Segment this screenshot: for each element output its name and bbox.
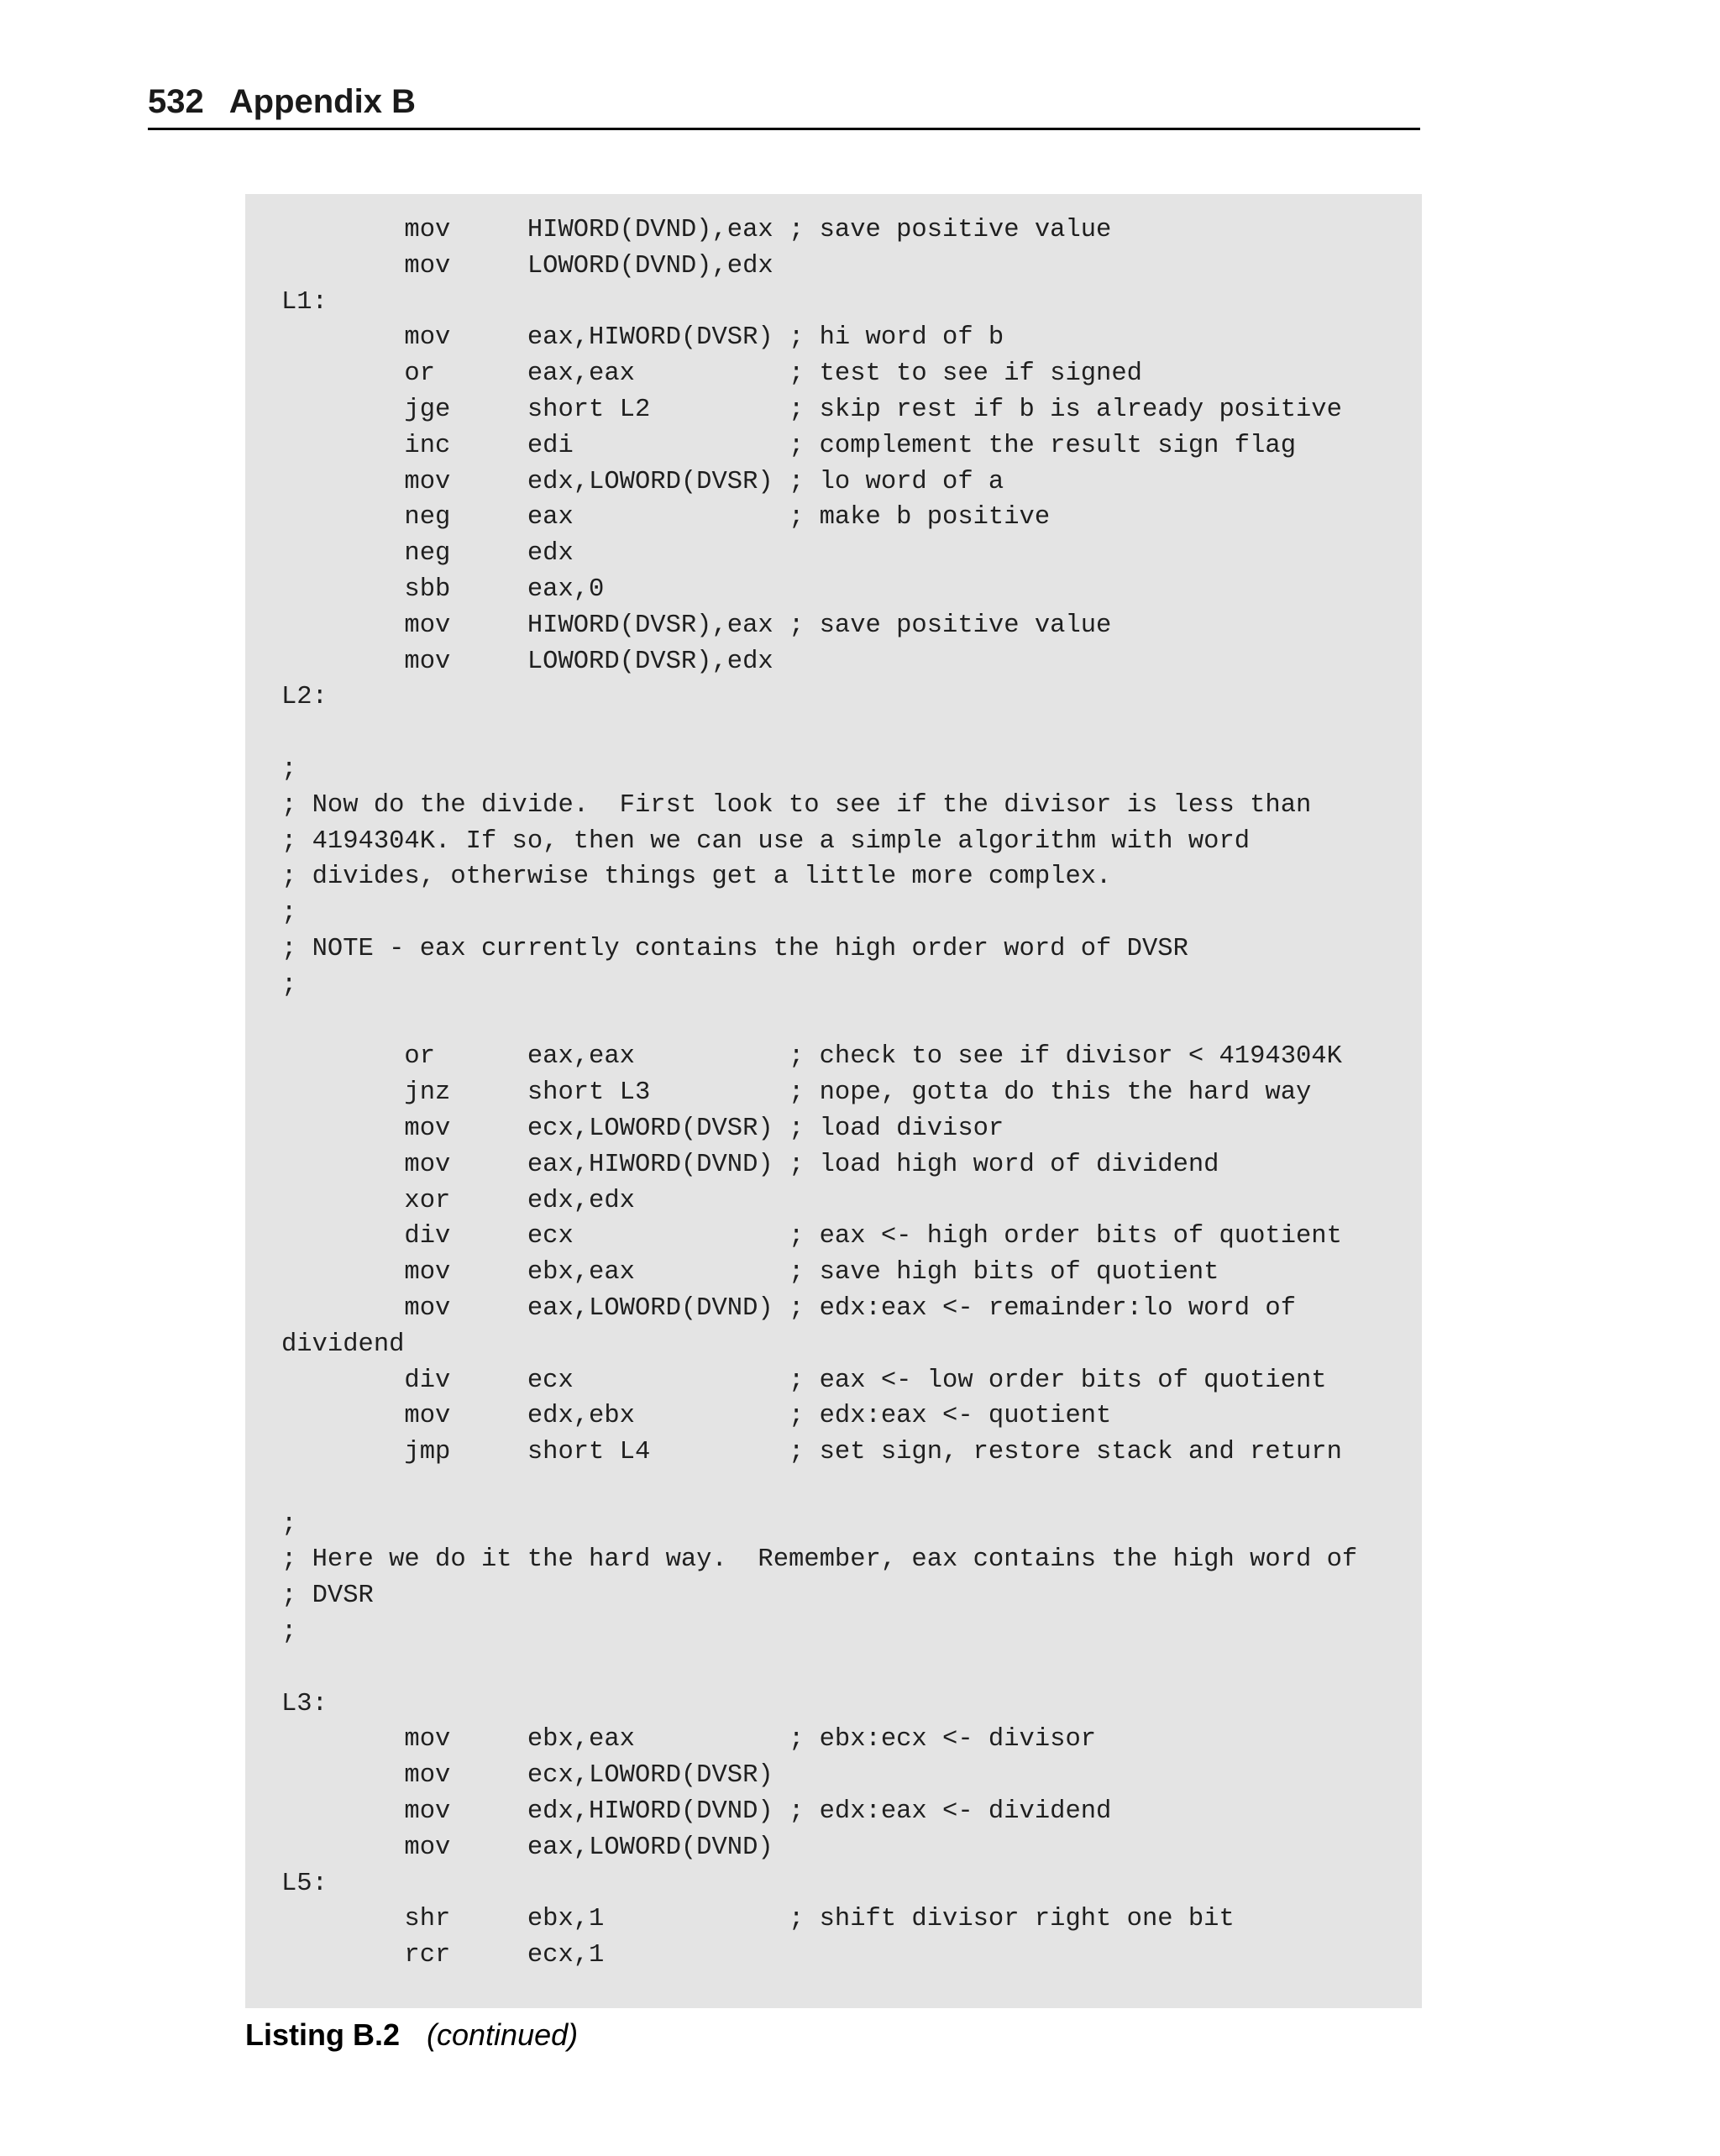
- code-line: jge short L2 ; skip rest if b is already positive: [281, 395, 1342, 424]
- code-line: ; Here we do it the hard way. Remember, eax contains the high word of: [281, 1545, 1358, 1575]
- page-header: [148, 81, 1420, 130]
- code-line: ;: [281, 754, 297, 784]
- section-title: Appendix B: [228, 83, 416, 120]
- code-line: ;: [281, 899, 297, 928]
- code-line: mov eax,LOWORD(DVND) ; edx:eax <- remainder:lo word of: [281, 1293, 1296, 1323]
- code-line: mov HIWORD(DVND),eax ; save positive value: [281, 216, 1112, 244]
- code-line: [281, 716, 1357, 752]
- code-line: sbb eax,0: [281, 574, 605, 604]
- code-line: ; 4194304K. If so, then we can use a simple algorithm with word: [281, 826, 1251, 856]
- code-line: inc edi ; complement the result sign flag: [281, 431, 1296, 460]
- code-line: ;: [281, 970, 297, 999]
- listing-caption: [245, 2014, 578, 2056]
- code-line: mov LOWORD(DVND),edx: [281, 251, 773, 281]
- code-line: mov HIWORD(DVSR),eax ; save positive value: [281, 611, 1112, 640]
- code-line: mov ebx,eax ; save high bits of quotient: [281, 1258, 1219, 1288]
- code-line: mov ecx,LOWORD(DVSR): [281, 1761, 773, 1791]
- code-line: [281, 1471, 1357, 1507]
- code-listing: [281, 212, 1357, 1974]
- code-line: mov LOWORD(DVSR),edx: [281, 647, 773, 676]
- code-line: div ecx ; eax <- low order bits of quotient: [281, 1366, 1327, 1395]
- code-line: ; divides, otherwise things get a little more complex.: [281, 863, 1112, 892]
- code-line: ;: [281, 1509, 297, 1539]
- page-number: 532: [148, 83, 204, 120]
- listing-label: Listing B.2: [245, 2017, 401, 2052]
- code-line: mov eax,HIWORD(DVSR) ; hi word of b: [281, 323, 1004, 353]
- code-line: neg edx: [281, 539, 574, 569]
- code-line: jmp short L4 ; set sign, restore stack and return: [281, 1438, 1342, 1467]
- code-line: or eax,eax ; check to see if divisor < 4194304K: [281, 1042, 1342, 1072]
- code-line: mov edx,LOWORD(DVSR) ; lo word of a: [281, 467, 1004, 496]
- code-line: mov edx,HIWORD(DVND) ; edx:eax <- dividend: [281, 1797, 1112, 1827]
- code-line: mov eax,HIWORD(DVND) ; load high word of dividend: [281, 1150, 1219, 1179]
- code-line: mov eax,LOWORD(DVND): [281, 1833, 773, 1862]
- code-line: mov edx,ebx ; edx:eax <- quotient: [281, 1402, 1112, 1431]
- code-line: or eax,eax ; test to see if signed: [281, 359, 1142, 389]
- code-line: mov ebx,eax ; ebx:ecx <- divisor: [281, 1725, 1097, 1755]
- code-line: L1:: [281, 287, 328, 317]
- code-line: shr ebx,1 ; shift divisor right one bit: [281, 1905, 1235, 1934]
- code-line: jnz short L3 ; nope, gotta do this the hard way: [281, 1078, 1312, 1108]
- code-line: neg eax ; make b positive: [281, 503, 1051, 532]
- code-line: dividend: [281, 1330, 405, 1359]
- code-line: ; Now do the divide. First look to see if the divisor is less than: [281, 790, 1312, 820]
- code-line: xor edx,edx: [281, 1186, 635, 1215]
- code-line: L3:: [281, 1689, 328, 1718]
- code-line: ; NOTE - eax currently contains the high order word of DVSR: [281, 934, 1188, 963]
- code-line: ; DVSR: [281, 1582, 374, 1611]
- listing-continued-note: (continued): [427, 2017, 579, 2052]
- code-line: L2:: [281, 683, 328, 712]
- code-listing-box: [245, 194, 1422, 2008]
- code-line: [281, 1650, 1357, 1687]
- code-line: ;: [281, 1618, 297, 1647]
- code-line: L5:: [281, 1869, 328, 1898]
- code-line: div ecx ; eax <- high order bits of quotient: [281, 1222, 1342, 1251]
- code-line: mov ecx,LOWORD(DVSR) ; load divisor: [281, 1114, 1004, 1143]
- code-line: [281, 1004, 1357, 1040]
- code-line: rcr ecx,1: [281, 1941, 605, 1970]
